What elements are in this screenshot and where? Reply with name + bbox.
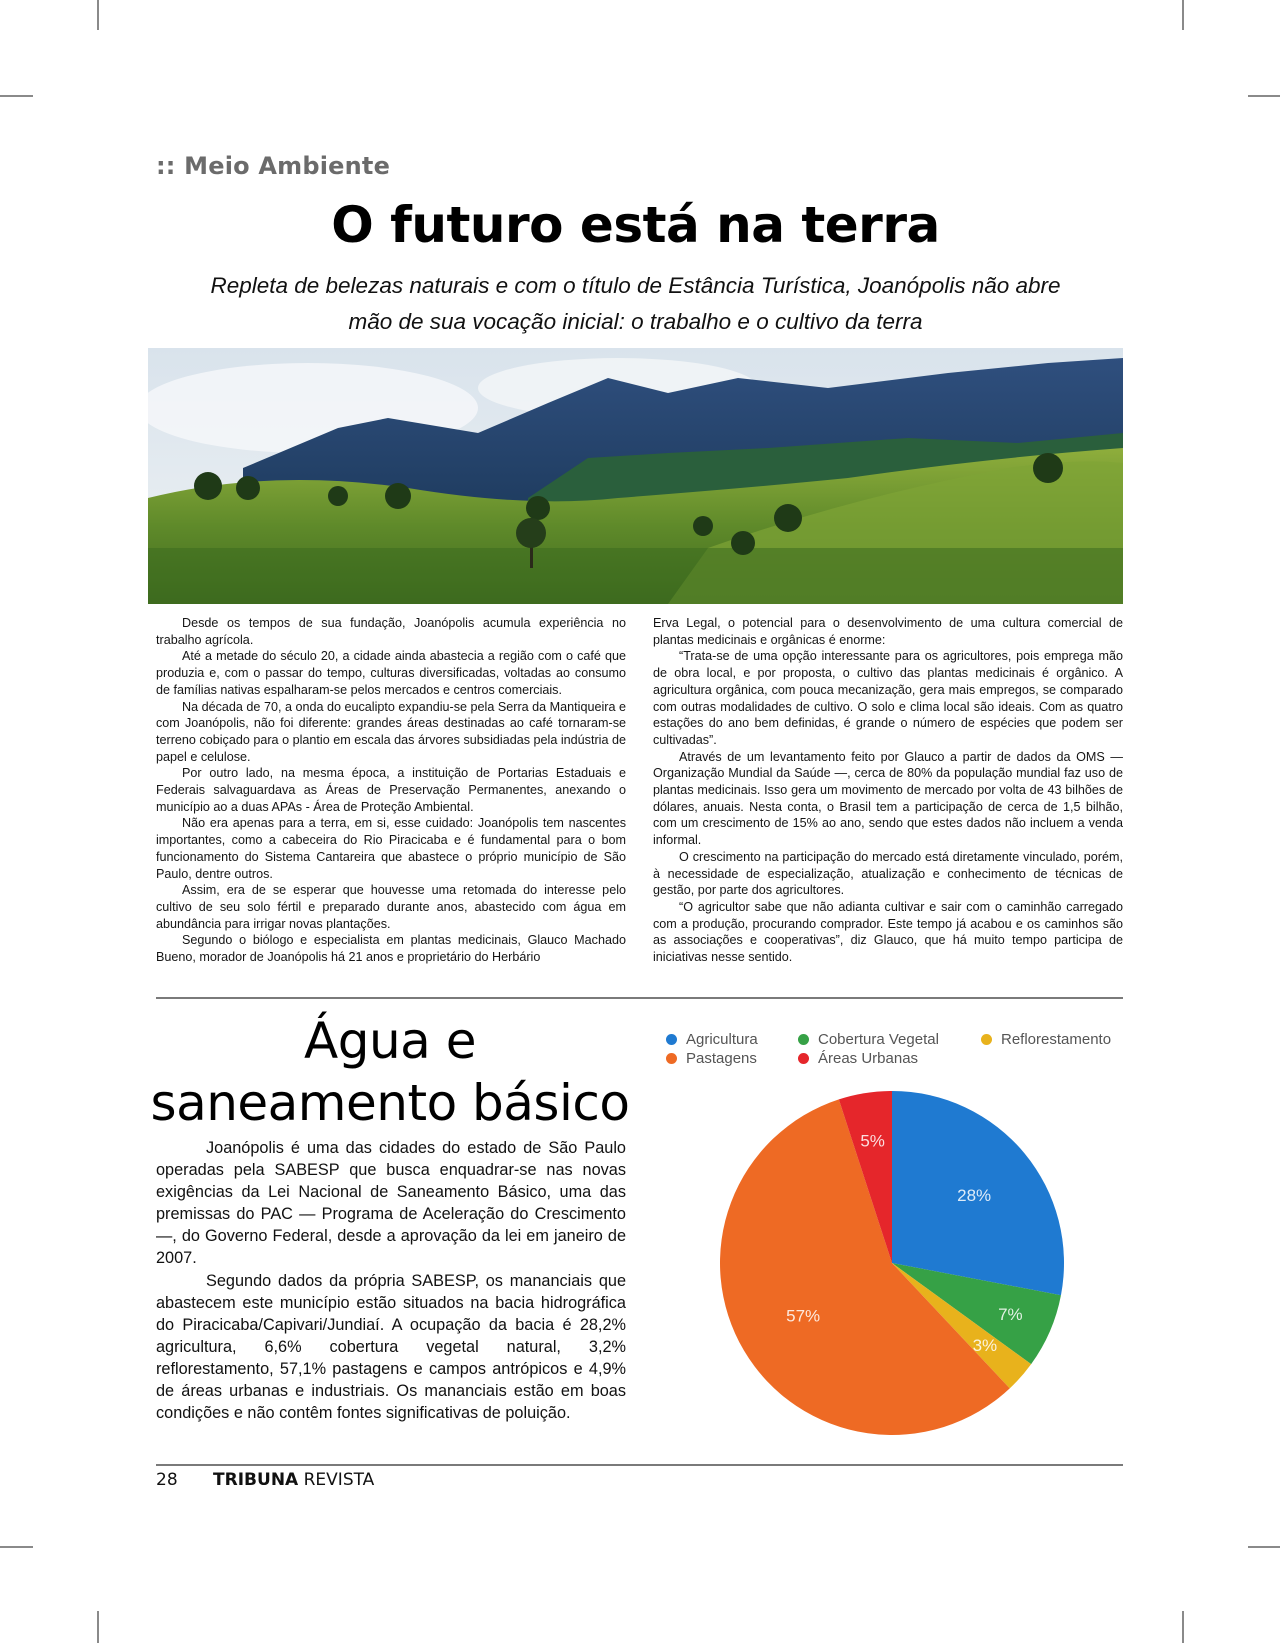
section-label: :: Meio Ambiente	[156, 152, 391, 180]
landscape-photo	[148, 348, 1123, 604]
pie-data-label: 5%	[860, 1131, 885, 1151]
land-use-pie-chart	[648, 1018, 1128, 1458]
section-title-line: saneamento básico	[150, 1074, 630, 1132]
crop-mark	[0, 1546, 33, 1548]
subtitle-line: mão de sua vocação inicial: o trabalho e o cultivo da terra	[348, 309, 923, 334]
paragraph: Na década de 70, a onda do eucalipto expandiu-se pela Serra da Mantiqueira e com Joanópolis, não foi diferente: grandes áreas destinadas ao café tornaram-se terreno cobiçado para o plantio em escala das árvores subsidiadas pela indústria de papel e celulose.	[156, 699, 626, 764]
pie-data-label: 3%	[972, 1335, 998, 1355]
paragraph: Através de um levantamento feito por Glauco a partir de dados da OMS — Organização Mundial da Saúde —, cerca de 80% da população mundial faz uso de plantas medicinais. Isso gera um movimento de mercado por volta de 43 bilhões de dólares, anuais. Nesta conta, o Brasil tem a participação de cerca de 1,5 bilhão, com um crescimento de 15% ao ano, sendo que estes dados não incluem a venda informal.	[653, 749, 1123, 848]
paragraph: “Trata-se de uma opção interessante para os agricultores, pois emprega mão de obra local, e por proposta, o cultivo das plantas medicinais é orgânico. A agricultura orgânica, com pouca mecanização, gera mais empregos, se comparado com outras modalidades de cultivo. O solo e clima local são ideais. Com as quatro estações do ano bem definidas, é grande o número de espécies que podem ser cultivadas”.	[653, 649, 1123, 747]
paragraph: Erva Legal, o potencial para o desenvolvimento de uma cultura comercial de plantas medicinais e orgânicas é enorme:	[653, 616, 1123, 647]
crop-mark	[0, 95, 33, 97]
crop-mark	[1248, 1546, 1280, 1548]
paragraph: O crescimento na participação do mercado está diretamente vinculado, porém, à necessidade de especialização, atualização e conhecimento de técnicas de gestão, por parte dos agricultores.	[653, 849, 1123, 898]
page-footer	[156, 1470, 374, 1490]
legend-label: Reflorestamento	[1001, 1031, 1112, 1048]
paragraph: Assim, era de se esperar que houvesse uma retomada do interesse pelo cultivo de seu solo fértil e preparado durante anos, abastecido com água em abundância para irrigar novas plantações.	[156, 883, 626, 931]
section-title-line: Água e	[304, 1012, 476, 1070]
crop-mark	[1248, 95, 1280, 97]
legend-label: Pastagens	[686, 1050, 757, 1067]
section-body	[156, 1137, 626, 1424]
legend-label: Agricultura	[686, 1031, 758, 1048]
page-number: 28	[156, 1470, 178, 1490]
crop-mark	[1182, 0, 1184, 30]
pie-data-label: 7%	[998, 1305, 1023, 1325]
article-subtitle	[148, 268, 1123, 340]
brand-name-bold: TRIBUNA	[213, 1470, 299, 1490]
crop-mark	[97, 0, 99, 30]
paragraph: Não era apenas para a terra, em si, esse cuidado: Joanópolis tem nascentes importantes, como a cabeceira do Rio Piracicaba e é fundamental para o bom funcionamento do Sistema Cantareira que abastece o próprio município de São Paulo, dentre outros.	[156, 816, 626, 881]
article-column-left	[156, 615, 626, 966]
footer-divider	[156, 1464, 1123, 1466]
legend-label: Áreas Urbanas	[818, 1050, 919, 1067]
pie-plot	[648, 1018, 1128, 1458]
section-divider	[156, 997, 1123, 999]
paragraph: “O agricultor sabe que não adianta cultivar e sair com o caminhão carregado com a produção, procurando comprador. Este tempo já acabou e os caminhos são as associações e cooperativas”, diz Glauco, que há muito tempo participa de iniciativas nesse sentido.	[653, 899, 1123, 965]
subtitle-line: Repleta de belezas naturais e com o título de Estância Turística, Joanópolis não abre	[210, 273, 1061, 298]
paragraph: Por outro lado, na mesma época, a instituição de Portarias Estaduais e Federais salvaguardava as Áreas de Preservação Permanentes, anexando o município ao a duas APAs - Área de Proteção Ambiental.	[156, 766, 626, 814]
paragraph: Desde os tempos de sua fundação, Joanópolis acumula experiência no trabalho agrícola.	[156, 616, 626, 647]
legend-label: Cobertura Vegetal	[818, 1031, 939, 1048]
section-title	[150, 1010, 630, 1134]
crop-mark	[1182, 1611, 1184, 1643]
brand-name-light: REVISTA	[303, 1470, 375, 1490]
crop-mark	[97, 1611, 99, 1643]
article-column-right	[653, 615, 1123, 966]
paragraph: Até a metade do século 20, a cidade ainda abastecia a região com o café que produzia e, com o passar do tempo, culturas diversificadas, voltadas ao consumo de famílias nativas espalharam-se pelos mercados e centros comerciais.	[156, 649, 626, 697]
pie-data-label: 28%	[957, 1186, 992, 1206]
pie-data-label: 57%	[786, 1306, 821, 1326]
article-title: O futuro está na terra	[331, 196, 940, 254]
paragraph: Segundo o biólogo e especialista em plantas medicinais, Glauco Machado Bueno, morador de Joanópolis há 21 anos e proprietário do Herbário	[156, 933, 626, 965]
paragraph: Segundo dados da própria SABESP, os mananciais que abastecem este município estão situados na bacia hidrográfica do Piracicaba/Capivari/Jundiaí. A ocupação da bacia é 28,2% agricultura, 6,6% cobertura vegetal natural, 3,2% reflorestamento, 57,1% pastagens e campos antrópicos e 4,9% de áreas urbanas e industriais. Os mananciais estão em boas condições e não contêm fontes significativas de poluição.	[156, 1271, 626, 1423]
paragraph: Joanópolis é uma das cidades do estado de São Paulo operadas pela SABESP que busca enquadrar-se nas novas exigências da Lei Nacional de Saneamento Básico, uma das premissas do PAC — Programa de Aceleração do Crescimento —, do Governo Federal, desde a aprovação da lei em janeiro de 2007.	[156, 1139, 626, 1268]
